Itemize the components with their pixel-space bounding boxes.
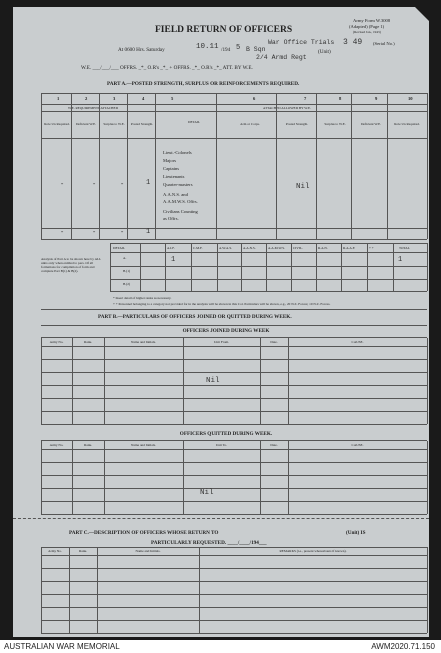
partc-grid-line bbox=[427, 547, 428, 633]
detail-column-header: A.A.M.W.S. bbox=[268, 246, 285, 250]
unit-line-1: War Office Trials bbox=[268, 39, 335, 46]
detail-grid-line bbox=[393, 243, 394, 291]
detail-column-header: DETAIL bbox=[113, 246, 125, 250]
detail-grid-line bbox=[341, 243, 342, 291]
partc-column-header: Rank. bbox=[78, 549, 88, 553]
quitted-title: OFFICERS QUITTED DURING WEEK. bbox=[179, 431, 273, 437]
column-number: 6 bbox=[253, 96, 256, 101]
detail-grid-line bbox=[427, 243, 428, 291]
rank-label: Lieutenants bbox=[163, 174, 185, 179]
part-b-heading: PART B.—PARTICULARS OF OFFICERS JOINED OR QUITTED DURING WEEK. bbox=[98, 314, 292, 320]
at-hours-label: At 0600 Hrs. Saturday bbox=[118, 47, 165, 53]
rank-label: as Offrs. bbox=[163, 216, 179, 221]
table-row-line bbox=[41, 514, 427, 515]
table-row-line bbox=[41, 411, 427, 412]
partc-column-header: REMARKS (i.e., present whereabouts if known). bbox=[279, 549, 347, 553]
grid-line bbox=[216, 93, 217, 239]
we-line: W.E. ___/___/___ OFFRS. _*_ O.R's _*_ + OFFRS. _*_ O.R's _*_ ATT. BY W.E. bbox=[81, 65, 253, 71]
table-column-header: Date. bbox=[270, 340, 278, 344]
typed-total-posted: 1 bbox=[146, 228, 151, 236]
detail-column-header: R.A.N. bbox=[318, 246, 328, 250]
detail-grid-line bbox=[367, 243, 368, 291]
serial-typed: 3 49 bbox=[343, 38, 363, 47]
grid-line bbox=[316, 93, 317, 239]
table-column-header: Rank. bbox=[83, 340, 93, 344]
form-id: Army Form W.3008 bbox=[353, 18, 391, 23]
detail-grid-line bbox=[217, 243, 218, 291]
footnote-1: * Insert detail of higher ranks as necessary. bbox=[113, 296, 172, 300]
column-number: 10 bbox=[408, 96, 413, 101]
detail-column-header: A.A.N.S. bbox=[243, 246, 256, 250]
analysis-note: Analysis of Part A to be shown here by ALL units only when entitled to pers. Of all formations for compilation of form and complete Part B(1) & B(2). bbox=[41, 257, 102, 273]
part-c-unit-is: (Unit) IS bbox=[346, 530, 366, 536]
detail-grid-line bbox=[291, 243, 292, 291]
unit-line-3: 2/4 Armd Regt bbox=[256, 54, 307, 61]
detail-row-line bbox=[110, 252, 427, 253]
rank-label: Majors bbox=[163, 158, 177, 163]
detail-column-header: TOTAL bbox=[399, 246, 410, 250]
column-number: 2 bbox=[85, 96, 88, 101]
footnote-2: + + Personnel belonging to a category not provided for in the analysis will be shown in this Col. Particulars will be shown, e.g., 20 N.Z. Forces; 10 N.Z. Forces. bbox=[113, 302, 331, 306]
detail-column-header: R.A.A.F. bbox=[343, 246, 356, 250]
table-row-line bbox=[41, 462, 427, 463]
we-requirement-header: W.E. REQUIREMENT ATTACHED bbox=[68, 106, 119, 110]
column-number: 4 bbox=[142, 96, 145, 101]
column-number: 8 bbox=[339, 96, 342, 101]
detail-grid-line bbox=[165, 243, 166, 291]
column-number: 7 bbox=[304, 96, 307, 101]
grid-line bbox=[99, 93, 100, 239]
table-header-line bbox=[41, 449, 427, 450]
partc-row-line bbox=[41, 594, 427, 595]
table-row-line bbox=[41, 501, 427, 502]
detail-grid-line bbox=[266, 243, 267, 291]
table-column-header: Date. bbox=[270, 443, 278, 447]
table-column-header: Rank. bbox=[83, 443, 93, 447]
form-revised: (Revised Jan., 1943) bbox=[353, 30, 381, 34]
year-typed: 5 bbox=[236, 44, 241, 52]
typed-aif-count: 1 bbox=[171, 256, 176, 264]
table-row-line bbox=[41, 372, 427, 373]
table-column-header: CAUSE. bbox=[351, 443, 364, 447]
partc-row-line bbox=[41, 607, 427, 608]
detail-column-header: A.I.F. bbox=[167, 246, 175, 250]
table-grid-line bbox=[183, 441, 184, 514]
partc-row-line bbox=[41, 633, 427, 634]
table-column-header: Army No. bbox=[49, 340, 64, 344]
rank-label: Civilians Counting bbox=[163, 209, 198, 214]
rank-label: Quarter-masters bbox=[163, 182, 193, 187]
grid-line bbox=[155, 93, 156, 239]
grid-line bbox=[276, 93, 277, 239]
typed-total-count: 1 bbox=[398, 256, 403, 264]
left-column-header: Surplus to W.E. bbox=[103, 122, 125, 126]
grid-line bbox=[127, 93, 128, 239]
left-column-header: Deficient W.E. bbox=[75, 122, 97, 126]
grid-line bbox=[427, 93, 428, 239]
detail-row-label: A. bbox=[123, 256, 127, 260]
left-column-header: Posted Strength. bbox=[130, 122, 154, 126]
table-grid-line bbox=[72, 441, 73, 514]
unit-line-2: B Sqn bbox=[246, 46, 266, 53]
detail-column-header: CIVIL. bbox=[293, 246, 303, 250]
table-header-line bbox=[41, 346, 427, 347]
grid-line bbox=[387, 93, 388, 239]
table-row-line bbox=[41, 385, 427, 386]
detail-row-line bbox=[110, 243, 427, 244]
serial-label: (Serial No.) bbox=[373, 41, 395, 46]
form-adapted: (Adapted) (Page 1) bbox=[349, 24, 385, 29]
date-typed: 10.11 bbox=[196, 43, 219, 51]
year-prefix: /194 bbox=[221, 47, 231, 53]
right-column-header: Deficient W.E. bbox=[360, 122, 382, 126]
typed-dash-3: - bbox=[120, 181, 125, 189]
detail-row-line bbox=[110, 266, 427, 267]
table-column-header: Army No. bbox=[49, 443, 64, 447]
grid-line bbox=[351, 93, 352, 239]
table-column-header: Name and Initials. bbox=[131, 340, 156, 344]
detail-row-label: B.(1) bbox=[123, 269, 131, 273]
partc-row-line bbox=[41, 581, 427, 582]
typed-dash-1: - bbox=[60, 181, 65, 189]
table-row-line bbox=[41, 475, 427, 476]
table-row-line bbox=[41, 424, 427, 425]
joined-nil: Nil bbox=[206, 377, 220, 385]
rank-label: Lieut.-Colonels bbox=[163, 150, 192, 155]
detail-row-label: B.(2) bbox=[123, 282, 131, 286]
detail-grid-line bbox=[140, 243, 141, 291]
footer bbox=[0, 640, 441, 653]
grid-line bbox=[71, 93, 72, 239]
right-column-header: Posted Strength. bbox=[285, 122, 309, 126]
joined-title: OFFICERS JOINED DURING WEEK bbox=[182, 328, 270, 334]
footer-source: AUSTRALIAN WAR MEMORIAL bbox=[4, 642, 120, 651]
table-row-line bbox=[41, 359, 427, 360]
quitted-nil: Nil bbox=[200, 489, 214, 497]
detail-row-line bbox=[110, 291, 427, 292]
footer-accession: AWM2020.71.150 bbox=[371, 642, 435, 651]
partc-row-line bbox=[41, 620, 427, 621]
form-title: FIELD RETURN OF OFFICERS bbox=[155, 25, 293, 35]
rank-label: A.A.N.S. and bbox=[163, 192, 188, 197]
right-column-header: Arm or Corps. bbox=[240, 122, 260, 126]
column-number: 5 bbox=[171, 96, 174, 101]
detail-grid-line bbox=[191, 243, 192, 291]
partc-column-header: Name and Initials. bbox=[135, 549, 161, 553]
table-row-line bbox=[41, 488, 427, 489]
right-column-header: Surplus to W.E. bbox=[324, 122, 346, 126]
detail-column-header: C.M.F. bbox=[193, 246, 203, 250]
partc-column-header: Army No. bbox=[48, 549, 62, 553]
form-paper bbox=[13, 7, 429, 637]
partc-header-line bbox=[41, 555, 427, 556]
table-grid-line bbox=[427, 441, 428, 514]
detail-grid-line bbox=[316, 243, 317, 291]
attached-header: ATTACHED ALLOWED BY W.E. bbox=[263, 106, 311, 110]
table-column-header: CAUSE. bbox=[351, 340, 364, 344]
rank-label: Captains bbox=[163, 166, 180, 171]
column-number: 3 bbox=[113, 96, 116, 101]
table-grid-line bbox=[288, 441, 289, 514]
right-column-header: Role Un Required. bbox=[394, 122, 420, 126]
paper-tear bbox=[415, 7, 429, 21]
rank-label: A.A.M.W.S. Offrs. bbox=[163, 199, 198, 204]
column-number: 1 bbox=[57, 96, 60, 101]
detail-column-header: + + bbox=[369, 246, 374, 250]
typed-total-dash-2: - bbox=[92, 229, 97, 237]
typed-dash-2: - bbox=[92, 181, 97, 189]
typed-nil-attached: Nil bbox=[296, 183, 310, 191]
typed-total-dash-3: - bbox=[120, 229, 125, 237]
detail-header: DETAIL bbox=[188, 120, 200, 124]
typed-posted-strength: 1 bbox=[146, 179, 151, 187]
column-number: 9 bbox=[375, 96, 378, 101]
detail-grid-line bbox=[110, 243, 111, 291]
table-column-header: Unit From. bbox=[213, 340, 230, 344]
table-column-header: Name and Initials. bbox=[131, 443, 156, 447]
typed-total-dash-1: - bbox=[60, 229, 65, 237]
detail-column-header: A.W.A.S. bbox=[219, 246, 233, 250]
part-c-heading-1: PART C.—DESCRIPTION OF OFFICERS WHOSE RETURN TO bbox=[69, 530, 219, 536]
detail-grid-line bbox=[241, 243, 242, 291]
table-grid-line bbox=[104, 441, 105, 514]
partc-row-line bbox=[41, 568, 427, 569]
unit-label: (Unit) bbox=[318, 49, 331, 55]
table-row-line bbox=[41, 398, 427, 399]
left-column-header: Role Un Required. bbox=[44, 122, 70, 126]
part-a-heading: PART A.—POSTED STRENGTH, SURPLUS OR REINFORCEMENTS REQUIRED. bbox=[107, 81, 300, 87]
part-c-heading-2: PARTICULARLY REQUESTED. ____/____/194___ bbox=[151, 540, 267, 546]
table-grid-line bbox=[427, 338, 428, 424]
detail-row-line bbox=[110, 279, 427, 280]
grid-line bbox=[41, 93, 42, 239]
table-grid-line bbox=[41, 441, 42, 514]
table-column-header: Unit To. bbox=[215, 443, 228, 447]
table-grid-line bbox=[260, 441, 261, 514]
